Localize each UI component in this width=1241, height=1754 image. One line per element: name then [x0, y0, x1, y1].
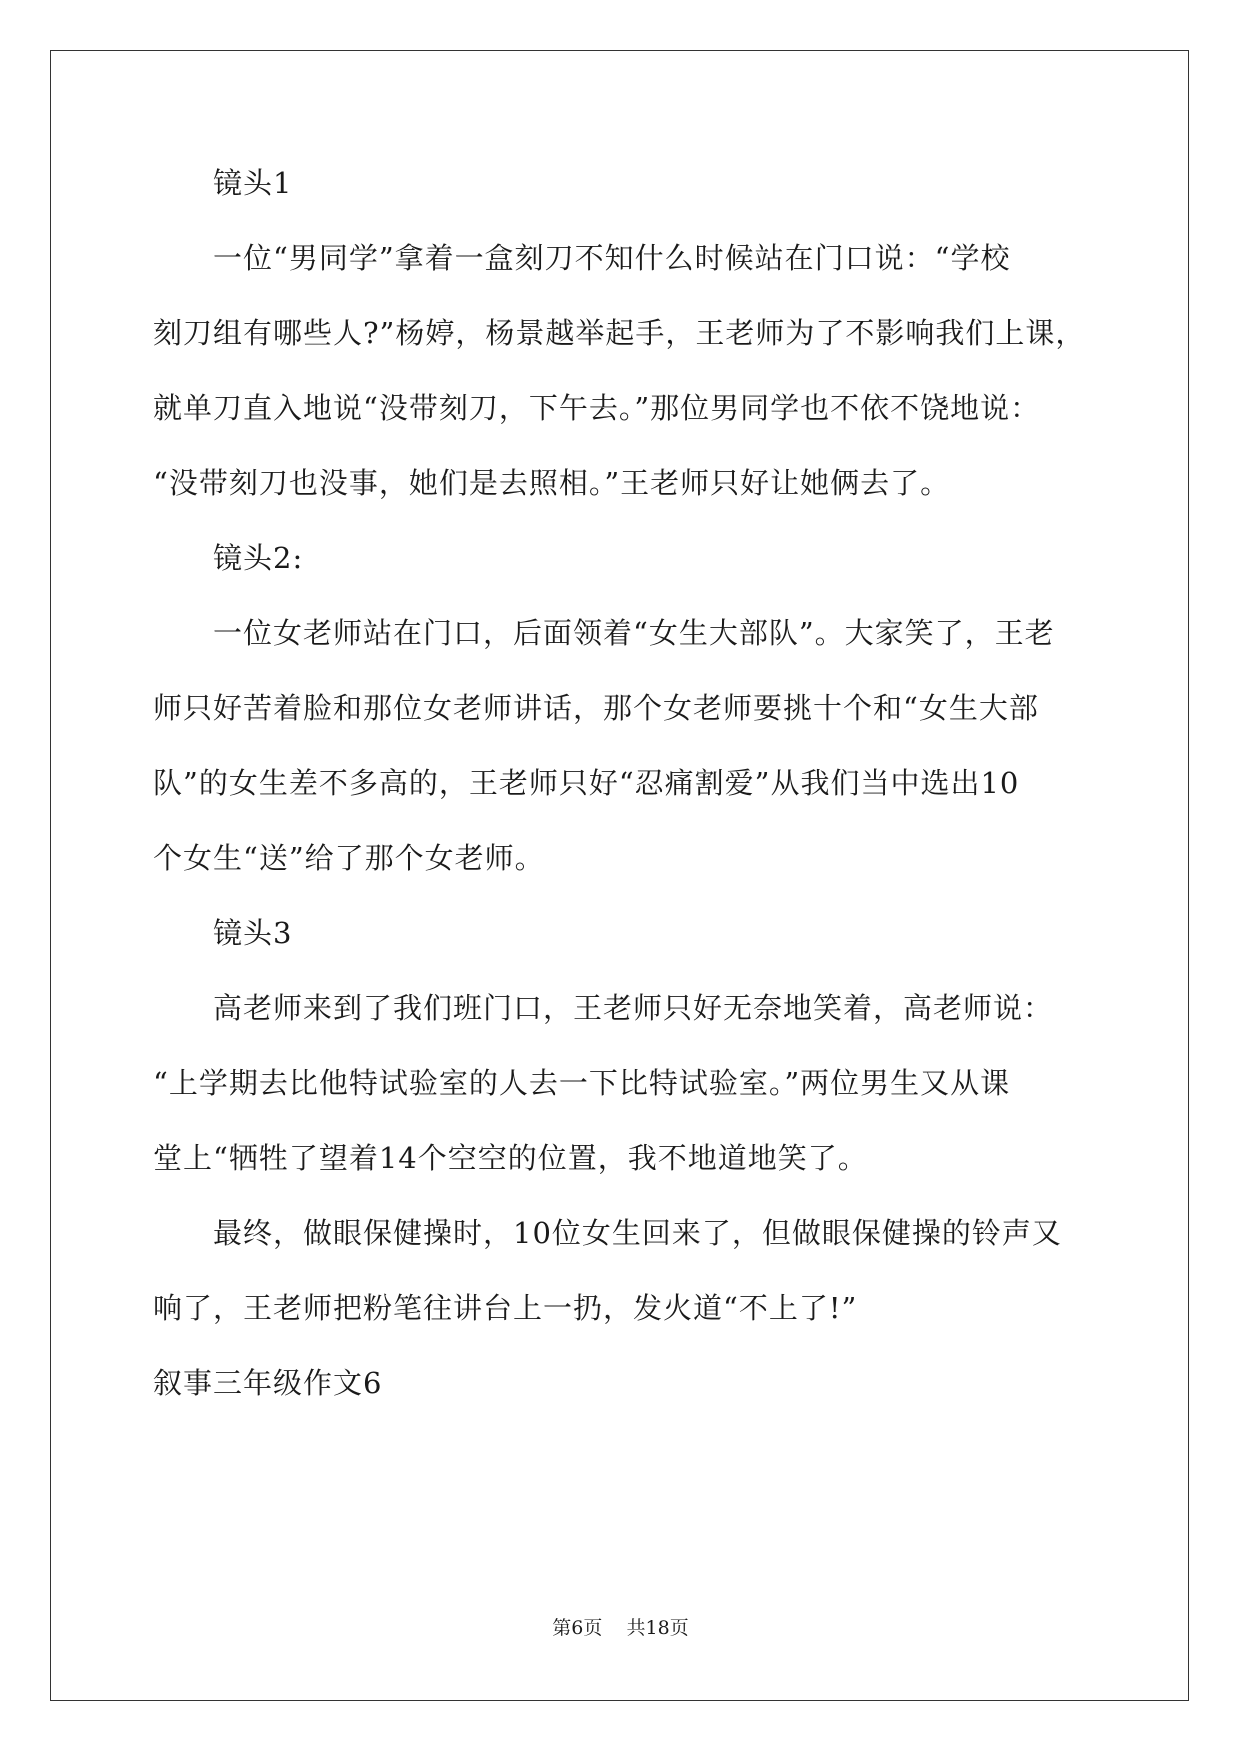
- text-line: 最终，做眼保健操时，10位女生回来了，但做眼保健操的铃声又: [153, 1216, 1062, 1250]
- text-line: 一位女老师站在门口，后面领着“女生大部队”。大家笑了，王老: [153, 616, 1055, 650]
- text-line: 高老师来到了我们班门口，王老师只好无奈地笑着，高老师说：: [153, 991, 1054, 1025]
- text-line: 镜头3: [153, 916, 293, 950]
- section-heading: 叙事三年级作文6: [153, 1366, 383, 1400]
- text-line: 堂上“牺牲了望着14个空空的位置，我不地道地笑了。: [153, 1141, 868, 1175]
- text-line: 师只好苦着脸和那位女老师讲话，那个女老师要挑十个和“女生大部: [153, 691, 1039, 725]
- text-line: 一位“男同学”拿着一盒刻刀不知什么时候站在门口说：“学校: [153, 241, 1011, 275]
- text-line: 响了，王老师把粉笔往讲台上一扔，发火道“不上了!”: [153, 1291, 858, 1325]
- text-line: 就单刀直入地说“没带刻刀，下午去。”那位男同学也不依不饶地说：: [153, 391, 1041, 425]
- text-line: 个女生“送”给了那个女老师。: [153, 841, 545, 875]
- text-line: 镜头2:: [153, 541, 304, 575]
- text-line: “没带刻刀也没事，她们是去照相。”王老师只好让她俩去了。: [153, 466, 951, 500]
- text-line: 刻刀组有哪些人?”杨婷，杨景越举起手，王老师为了不影响我们上课，: [153, 316, 1086, 350]
- text-line: 镜头1: [153, 166, 293, 200]
- text-line: “上学期去比他特试验室的人去一下比特试验室。”两位男生又从课: [153, 1066, 1011, 1100]
- page-total: 共18页: [626, 1617, 689, 1639]
- text-line: 队”的女生差不多高的，王老师只好“忍痛割爱”从我们当中选出10: [153, 766, 1020, 800]
- page-footer: [0, 1616, 1241, 1640]
- page-number: 第6页: [552, 1617, 603, 1639]
